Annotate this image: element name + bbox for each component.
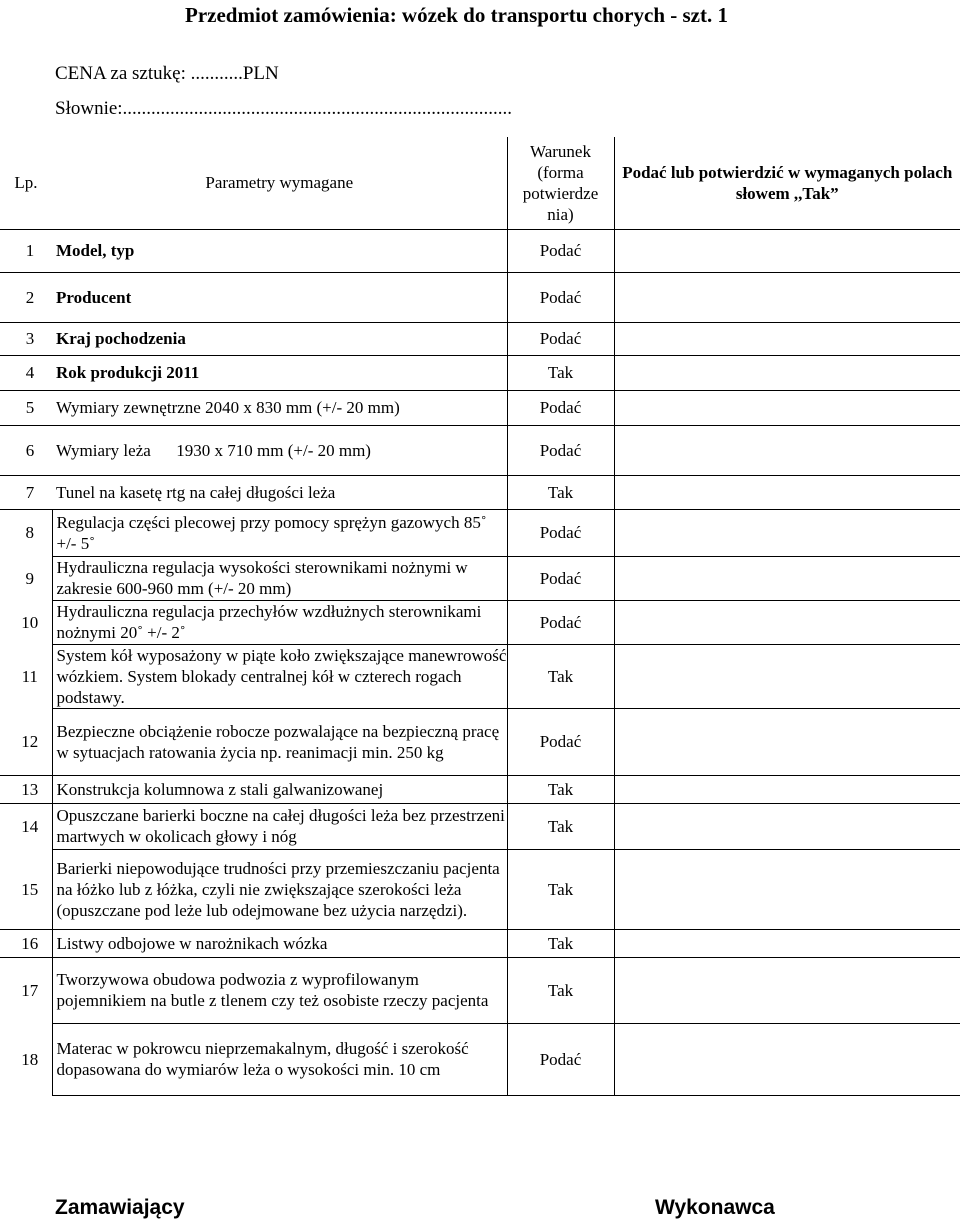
row-parameter: Konstrukcja kolumnowa z stali galwanizowanej (52, 775, 507, 803)
table-row (0, 929, 960, 957)
row-number: 13 (0, 775, 52, 803)
row-number: 2 (0, 272, 52, 322)
row-number: 6 (0, 425, 52, 475)
row-condition: Tak (507, 849, 614, 929)
row-fill-in-cell[interactable] (614, 272, 960, 322)
row-parameter: Producent (52, 272, 507, 322)
table-row (0, 509, 960, 556)
table-row (0, 425, 960, 475)
row-condition: Podać (507, 229, 614, 272)
row-parameter: Wymiary leża 1930 x 710 mm (+/- 20 mm) (52, 425, 507, 475)
table-row (0, 556, 960, 600)
row-parameter: Hydrauliczna regulacja wysokości sterownikami nożnymi w zakresie 600-960 mm (+/- 20 mm) (52, 556, 507, 600)
row-condition: Podać (507, 425, 614, 475)
row-parameter: Model, typ (52, 229, 507, 272)
table-row (0, 600, 960, 644)
row-condition: Podać (507, 1023, 614, 1095)
row-fill-in-cell[interactable] (614, 556, 960, 600)
row-condition: Tak (507, 929, 614, 957)
table-row (0, 355, 960, 390)
row-fill-in-cell[interactable] (614, 1023, 960, 1095)
table-row (0, 775, 960, 803)
specification-table (0, 137, 960, 1096)
row-number: 16 (0, 929, 52, 957)
row-parameter: Listwy odbojowe w narożnikach wózka (52, 929, 507, 957)
row-parameter: Opuszczane barierki boczne na całej długości leża bez przestrzeni martwych w okolicach głowy i nóg (52, 803, 507, 849)
row-condition: Podać (507, 272, 614, 322)
row-condition: Podać (507, 390, 614, 425)
row-parameter: Materac w pokrowcu nieprzemakalnym, długość i szerokość dopasowana do wymiarów leża o wysokości min. 10 cm (52, 1023, 507, 1095)
row-fill-in-cell[interactable] (614, 322, 960, 355)
row-parameter: Hydrauliczna regulacja przechyłów wzdłużnych sterownikami nożnymi 20˚ +/- 2˚ (52, 600, 507, 644)
row-fill-in-cell[interactable] (614, 775, 960, 803)
table-header-row (0, 137, 960, 229)
header-parameters: Parametry wymagane (205, 173, 354, 193)
row-parameter: Wymiary zewnętrzne 2040 x 830 mm (+/- 20 mm) (52, 390, 507, 425)
row-number: 9 (0, 556, 52, 600)
row-parameter: Regulacja części plecowej przy pomocy sprężyn gazowych 85˚ +/- 5˚ (52, 509, 507, 556)
row-number: 15 (0, 849, 52, 929)
header-lp: Lp. (14, 173, 38, 193)
table-row (0, 475, 960, 509)
row-fill-in-cell[interactable] (614, 475, 960, 509)
row-number: 3 (0, 322, 52, 355)
table-body (0, 229, 960, 1095)
row-fill-in-cell[interactable] (614, 708, 960, 775)
row-fill-in-cell[interactable] (614, 509, 960, 556)
table-row (0, 803, 960, 849)
header-condition: Warunek (forma potwierdze nia) (507, 137, 614, 229)
row-condition: Tak (507, 644, 614, 708)
row-fill-in-cell[interactable] (614, 425, 960, 475)
table-row (0, 644, 960, 708)
row-parameter: Tunel na kasetę rtg na całej długości leża (52, 475, 507, 509)
row-condition: Podać (507, 556, 614, 600)
row-number: 4 (0, 355, 52, 390)
row-number: 1 (0, 229, 52, 272)
row-condition: Podać (507, 509, 614, 556)
row-condition: Podać (507, 322, 614, 355)
price-line: CENA za sztukę: ...........PLN (55, 63, 279, 84)
row-condition: Tak (507, 475, 614, 509)
signature-contractor: Wykonawca (655, 1196, 775, 1219)
row-condition: Tak (507, 775, 614, 803)
row-number: 12 (0, 708, 52, 775)
table-row (0, 322, 960, 355)
row-parameter: Bezpieczne obciążenie robocze pozwalające na bezpieczną pracę w sytuacjach ratowania życia np. reanimacji min. 250 kg (52, 708, 507, 775)
row-fill-in-cell[interactable] (614, 229, 960, 272)
signature-ordering-party: Zamawiający (55, 1196, 185, 1219)
table-row (0, 229, 960, 272)
row-condition: Tak (507, 803, 614, 849)
row-parameter: Kraj pochodzenia (52, 322, 507, 355)
row-parameter: Rok produkcji 2011 (52, 355, 507, 390)
row-fill-in-cell[interactable] (614, 929, 960, 957)
row-number: 17 (0, 957, 52, 1023)
table-row (0, 272, 960, 322)
row-condition: Tak (507, 957, 614, 1023)
row-condition: Tak (507, 355, 614, 390)
row-fill-in-cell[interactable] (614, 355, 960, 390)
table-row (0, 957, 960, 1023)
row-parameter: Barierki niepowodujące trudności przy przemieszczaniu pacjenta na łóżko lub z łóżka, czyli nie zwiększające szerokości leża (opuszczane pod leże lub odejmowane bez użycia narzędzi). (52, 849, 507, 929)
row-number: 10 (0, 600, 52, 644)
row-fill-in-cell[interactable] (614, 803, 960, 849)
row-number: 5 (0, 390, 52, 425)
row-number: 8 (0, 509, 52, 556)
row-fill-in-cell[interactable] (614, 644, 960, 708)
header-fill-in: Podać lub potwierdzić w wymaganych polach słowem ,,Tak” (622, 162, 953, 203)
row-parameter: System kół wyposażony w piąte koło zwiększające manewrowość wózkiem. System blokady centralnej kół w czterech rogach podstawy. (52, 644, 507, 708)
table-row (0, 390, 960, 425)
row-condition: Podać (507, 708, 614, 775)
row-number: 7 (0, 475, 52, 509)
table-row (0, 1023, 960, 1095)
row-fill-in-cell[interactable] (614, 849, 960, 929)
row-fill-in-cell[interactable] (614, 600, 960, 644)
row-fill-in-cell[interactable] (614, 390, 960, 425)
amount-in-words-line: Słownie:.................................................................................. (55, 98, 513, 119)
table-row (0, 708, 960, 775)
document-title: Przedmiot zamówienia: wózek do transportu chorych - szt. 1 (185, 3, 728, 27)
row-parameter: Tworzywowa obudowa podwozia z wyprofilowanym pojemnikiem na butle z tlenem czy też osobiste rzeczy pacjenta (52, 957, 507, 1023)
row-fill-in-cell[interactable] (614, 957, 960, 1023)
row-condition: Podać (507, 600, 614, 644)
row-number: 11 (0, 644, 52, 708)
row-number: 18 (0, 1023, 52, 1095)
table-row (0, 849, 960, 929)
row-number: 14 (0, 803, 52, 849)
